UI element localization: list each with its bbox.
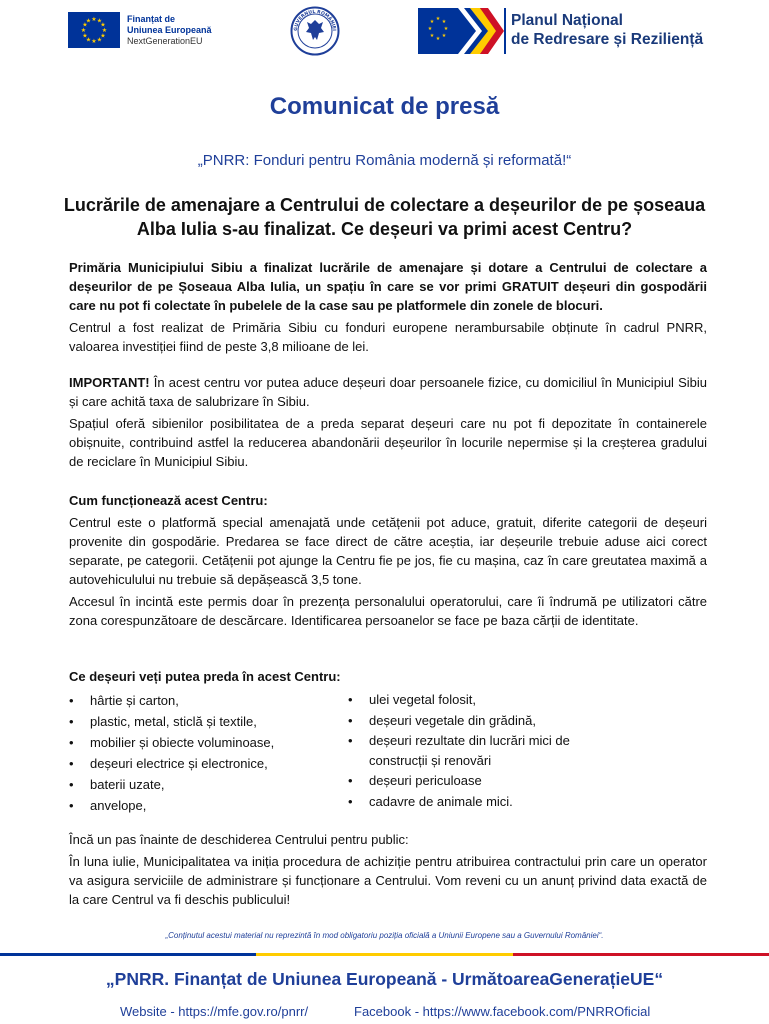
list-item: • deșeuri periculoase <box>348 771 588 791</box>
intro-section <box>69 258 707 356</box>
list-item: • mobilier și obiecte voluminoase, <box>69 732 329 753</box>
svg-text:★: ★ <box>100 32 106 40</box>
how-paragraph-2: Accesul în incintă este permis doar în prezența personalului operatorului, care îi îndrumă pe utilizatori către zona corespunzătoare de descărcare. Identificarea persoanelor se face pe baza cărții de identitate. <box>69 594 707 628</box>
list-item: • cadavre de animale mici. <box>348 792 588 812</box>
tricolor-stripe <box>0 953 769 956</box>
svg-text:★: ★ <box>429 33 435 39</box>
slogan: „PNRR: Fonduri pentru România modernă și reformată!“ <box>197 152 572 169</box>
svg-text:★: ★ <box>101 27 108 34</box>
eu-line-2: Uniunea Europeană <box>127 25 212 35</box>
waste-list-left <box>69 690 329 816</box>
stripe-yellow <box>256 953 512 956</box>
important-section <box>69 373 707 471</box>
list-item: • baterii uzate, <box>69 774 329 795</box>
important-text: În acest centru vor putea aduce deșeuri doar persoanele fizice, cu domiciliul în Municipiul Sibiu și care achită taxa de salubrizare în Sibiu. <box>69 375 707 409</box>
eu-line-1: Finanțat de <box>127 14 176 24</box>
svg-text:★: ★ <box>82 32 88 40</box>
footer-slogan: „PNRR. Finanțat de Uniunea Europeană - UrmătoareaGenerațieUE“ <box>105 969 664 989</box>
important-label: IMPORTANT! <box>69 375 150 390</box>
how-paragraph-1: Centrul este o platformă special amenajată unde cetățenii pot aduce, gratuit, diferite categorii de deșeuri provenite din gospodărie. Predarea se face direct de către aceștia, iar deșeurile trebuie aduse aici corect separate, pe categorii. Cetățenii pot ajunge la Centru fie pe jos, fie cu mașina, caz în care greutatea maximă a autovehiculului nu trebuie să depășească 3,5 tone. <box>69 515 707 587</box>
next-paragraph-2: În luna iulie, Municipalitatea va iniția procedura de achiziție pentru atribuirea contractului prin care un operator va asigura serviciile de administrare și funcționare a Centrului. Vom reveni cu un anunț privind data exactă de la care Centrul va fi deschis publicului! <box>69 854 707 907</box>
svg-text:★: ★ <box>441 19 447 25</box>
svg-text:★: ★ <box>427 26 433 32</box>
svg-text:★: ★ <box>435 16 441 22</box>
svg-text:★: ★ <box>100 21 106 29</box>
header <box>0 0 769 62</box>
waste-heading-wrap <box>69 667 707 686</box>
svg-text:★: ★ <box>85 17 92 25</box>
svg-text:★: ★ <box>441 33 447 39</box>
svg-text:★: ★ <box>96 17 103 25</box>
eu-funding-label <box>127 14 212 47</box>
page-title: Comunicat de presă <box>269 93 500 120</box>
next-paragraph-1: Încă un pas înainte de deschiderea Centrului pentru public: <box>69 832 409 847</box>
svg-text:★: ★ <box>85 36 92 44</box>
pnrr-line-2: de Redresare și Reziliență <box>511 31 704 48</box>
seal-text: GUVERNUL ROMÂNIEI <box>293 9 337 32</box>
svg-text:★: ★ <box>91 38 97 45</box>
svg-text:★: ★ <box>80 27 87 34</box>
disclaimer: „Conținutul acestui material nu reprezintă în mod obligatoriu poziția oficială a Uniunii Europene sau a Guvernului României“. <box>165 931 604 940</box>
pnrr-title <box>511 11 703 49</box>
how-section <box>69 491 707 630</box>
government-seal-icon <box>290 6 340 56</box>
list-item: • anvelope, <box>69 795 329 816</box>
how-heading: Cum funcționează acest Centru: <box>69 493 268 508</box>
intro-bold-paragraph: Primăria Municipiului Sibiu a finalizat lucrările de amenajare și dotare a Centrului de colectare a deșeurilor de pe Șoseaua Alba Iulia, un spațiu în care se vor primi GRATUIT deșeuri din gospodării care nu pot fi colectate în pubelele de la case sau pe platformele din zonele de blocuri. <box>69 260 707 313</box>
svg-text:★: ★ <box>435 36 441 42</box>
waste-heading: Ce deșeuri veți putea preda în acest Centru: <box>69 669 341 684</box>
important-paragraph-2: Spațiul oferă sibienilor posibilitatea de a preda separat deșeuri care nu pot fi depozitate în containerele obișnuite, contribuind astfel la reducerea abandonării deșeurilor în locurile nepermise și la creșterea gradului de reciclare în Municipiul Sibiu. <box>69 416 707 469</box>
list-item: • deșeuri electrice și electronice, <box>69 753 329 774</box>
waste-list-right <box>348 690 588 811</box>
pnrr-logo-icon <box>418 8 504 54</box>
svg-text:★: ★ <box>96 36 103 44</box>
list-item: • deșeuri rezultate din lucrări mici de construcții și renovări <box>348 731 588 770</box>
svg-text:★: ★ <box>429 19 435 25</box>
list-item: • plastic, metal, sticlă și textile, <box>69 711 329 732</box>
list-item: • deșeuri vegetale din grădină, <box>348 711 588 731</box>
headline: Lucrările de amenajare a Centrului de colectare a deșeurilor de pe șoseaua Alba Iulia s-au finalizat. Ce deșeuri va primi acest Centru? <box>63 195 706 239</box>
list-item: • ulei vegetal folosit, <box>348 690 588 710</box>
stripe-red <box>513 953 769 956</box>
svg-text:★: ★ <box>82 21 88 29</box>
pnrr-divider <box>504 8 506 54</box>
stripe-blue <box>0 953 256 956</box>
eu-flag-icon <box>68 12 120 48</box>
svg-text:★: ★ <box>91 16 97 23</box>
website-link[interactable]: Website - https://mfe.gov.ro/pnrr/ <box>120 1004 309 1019</box>
eu-line-3: NextGenerationEU <box>127 36 203 46</box>
list-item: • hârtie și carton, <box>69 690 329 711</box>
next-steps-section <box>69 830 707 909</box>
svg-text:★: ★ <box>443 26 449 32</box>
pnrr-line-1: Planul Național <box>511 12 623 29</box>
intro-paragraph: Centrul a fost realizat de Primăria Sibiu cu fonduri europene nerambursabile obținute în cadrul PNRR, valoarea investiției fiind de peste 3,8 milioane de lei. <box>69 320 707 354</box>
important-paragraph <box>69 373 707 411</box>
facebook-link[interactable]: Facebook - https://www.facebook.com/PNRROficial <box>354 1004 651 1019</box>
